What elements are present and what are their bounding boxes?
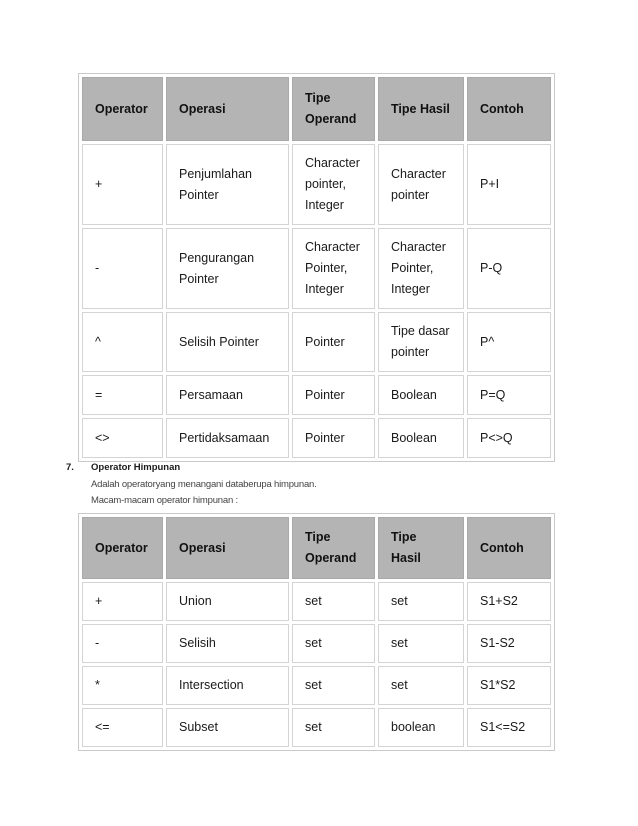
- cell-text-line: Tipe dasar: [391, 324, 450, 338]
- cell-contoh: [467, 144, 551, 225]
- table-header-row: [82, 517, 551, 579]
- cell-text-line: *: [95, 678, 100, 692]
- cell-operasi: [166, 666, 289, 705]
- cell-text-line: Contoh: [480, 101, 524, 116]
- cell-text-line: pointer,: [305, 177, 347, 191]
- cell-text-line: set: [305, 636, 322, 650]
- cell-text-line: -: [95, 636, 100, 650]
- cell-text-line: Character: [391, 166, 446, 181]
- cell-text-line: set: [305, 678, 322, 692]
- cell-operator: [82, 582, 163, 621]
- cell-text-line: Contoh: [480, 540, 524, 555]
- cell-tipe-operand: [292, 312, 375, 372]
- header-contoh: [467, 517, 551, 579]
- cell-tipe-operand: [292, 582, 375, 621]
- cell-text-line: <>: [95, 430, 110, 445]
- cell-operasi: [166, 375, 289, 415]
- cell-text-line: set: [305, 594, 322, 608]
- cell-operator: [82, 624, 163, 663]
- cell-text-line: Pointer: [179, 187, 219, 202]
- cell-operasi: [166, 582, 289, 621]
- cell-contoh: [467, 582, 551, 621]
- cell-text-line: boolean: [391, 720, 436, 734]
- cell-text-line: Pointer,: [391, 261, 434, 275]
- header-tipe-operand: [292, 517, 375, 579]
- cell-tipe-hasil: [378, 375, 464, 415]
- header-tipe-hasil: [378, 517, 464, 579]
- cell-text-line: Operasi: [179, 540, 226, 555]
- cell-tipe-hasil: [378, 312, 464, 372]
- cell-tipe-hasil: [378, 418, 464, 458]
- cell-text-line: <=: [95, 720, 110, 734]
- cell-operator: [82, 228, 163, 309]
- cell-text-line: Penjumlahan: [179, 166, 252, 181]
- table-row: [82, 144, 551, 225]
- cell-text-line: Selisih: [179, 636, 216, 650]
- cell-tipe-operand: [292, 624, 375, 663]
- cell-text-line: P-Q: [480, 261, 503, 275]
- cell-text-line: S1*S2: [480, 678, 516, 692]
- cell-text-line: set: [391, 678, 408, 692]
- table-row: [82, 418, 551, 458]
- cell-tipe-operand: [292, 666, 375, 705]
- cell-contoh: [467, 228, 551, 309]
- cell-text-line: Pointer: [305, 430, 345, 445]
- header-operator: [82, 77, 163, 141]
- cell-text-line: Tipe: [305, 91, 331, 105]
- cell-text-line: =: [95, 387, 103, 402]
- cell-text-line: Union: [179, 594, 212, 608]
- cell-contoh: [467, 418, 551, 458]
- cell-text-line: Operand: [305, 551, 357, 565]
- cell-text-line: Boolean: [391, 387, 437, 402]
- table-header-row: [82, 77, 551, 141]
- header-operasi: [166, 77, 289, 141]
- cell-tipe-hasil: [378, 582, 464, 621]
- cell-operator: [82, 418, 163, 458]
- cell-operasi: [166, 228, 289, 309]
- pointer-operator-table: [78, 73, 555, 462]
- table-row: [82, 582, 551, 621]
- cell-text-line: Operasi: [179, 101, 226, 116]
- cell-text-line: Tipe Hasil: [391, 101, 450, 116]
- cell-text-line: pointer: [391, 187, 430, 202]
- cell-text-line: Persamaan: [179, 387, 243, 402]
- cell-tipe-operand: [292, 418, 375, 458]
- table-row: [82, 228, 551, 309]
- cell-text-line: Operand: [305, 112, 357, 126]
- cell-text-line: +: [95, 177, 103, 191]
- cell-text-line: -: [95, 261, 100, 275]
- header-operasi: [166, 517, 289, 579]
- cell-operasi: [166, 144, 289, 225]
- cell-text-line: Hasil: [391, 551, 421, 565]
- cell-operator: [82, 708, 163, 747]
- cell-text-line: Boolean: [391, 430, 437, 445]
- cell-tipe-operand: [292, 375, 375, 415]
- cell-text-line: Pengurangan: [179, 250, 255, 265]
- cell-operasi: [166, 708, 289, 747]
- cell-text-line: P^: [480, 334, 495, 349]
- cell-contoh: [467, 312, 551, 372]
- section-number: 7.: [66, 462, 74, 473]
- header-tipe-operand: [292, 77, 375, 141]
- cell-contoh: [467, 624, 551, 663]
- cell-operasi: [166, 312, 289, 372]
- cell-operator: [82, 666, 163, 705]
- cell-text-line: Operator: [95, 101, 148, 116]
- set-operator-table: [78, 513, 555, 751]
- cell-text-line: S1-S2: [480, 636, 515, 650]
- cell-text-line: S1+S2: [480, 594, 518, 608]
- cell-tipe-hasil: [378, 624, 464, 663]
- cell-operasi: [166, 418, 289, 458]
- cell-tipe-hasil: [378, 144, 464, 225]
- table-row: [82, 624, 551, 663]
- cell-text-line: Integer: [305, 198, 344, 212]
- cell-text-line: Selisih Pointer: [179, 334, 259, 349]
- table-row: [82, 312, 551, 372]
- cell-text-line: +: [95, 594, 103, 608]
- cell-tipe-operand: [292, 228, 375, 309]
- cell-tipe-operand: [292, 708, 375, 747]
- cell-operasi: [166, 624, 289, 663]
- cell-operator: [82, 144, 163, 225]
- header-contoh: [467, 77, 551, 141]
- cell-tipe-hasil: [378, 228, 464, 309]
- section-subtitle: Macam-macam operator himpunan :: [91, 495, 238, 506]
- section-description: Adalah operatoryang menangani databerupa himpunan.: [91, 479, 317, 490]
- header-operator: [82, 517, 163, 579]
- cell-text-line: S1<=S2: [480, 720, 526, 734]
- cell-text-line: Intersection: [179, 678, 244, 692]
- cell-text-line: Pointer: [305, 387, 345, 402]
- cell-text-line: Subset: [179, 720, 218, 734]
- table-row: [82, 666, 551, 705]
- cell-text-line: Pertidaksamaan: [179, 430, 270, 445]
- cell-text-line: set: [305, 720, 322, 734]
- cell-text-line: P<>Q: [480, 430, 513, 445]
- cell-text-line: ^: [95, 334, 101, 349]
- section-title: Operator Himpunan: [91, 462, 181, 473]
- cell-text-line: Tipe: [391, 530, 417, 544]
- cell-text-line: P+I: [480, 177, 500, 191]
- cell-text-line: Integer: [391, 282, 430, 296]
- cell-contoh: [467, 708, 551, 747]
- cell-text-line: set: [391, 594, 408, 608]
- cell-text-line: Character: [305, 240, 360, 254]
- cell-text-line: Character: [391, 240, 446, 254]
- cell-text-line: Pointer: [179, 271, 219, 286]
- cell-operator: [82, 375, 163, 415]
- cell-text-line: Character: [305, 156, 360, 170]
- cell-tipe-operand: [292, 144, 375, 225]
- cell-tipe-hasil: [378, 708, 464, 747]
- cell-text-line: Pointer,: [305, 261, 348, 275]
- cell-text-line: set: [391, 636, 408, 650]
- cell-text-line: Tipe: [305, 530, 331, 544]
- cell-operator: [82, 312, 163, 372]
- header-tipe-hasil: [378, 77, 464, 141]
- table-row: [82, 375, 551, 415]
- cell-contoh: [467, 666, 551, 705]
- cell-text-line: Operator: [95, 540, 148, 555]
- cell-text-line: P=Q: [480, 387, 506, 402]
- cell-text-line: pointer: [391, 345, 430, 359]
- cell-text-line: Integer: [305, 282, 344, 296]
- cell-contoh: [467, 375, 551, 415]
- cell-tipe-hasil: [378, 666, 464, 705]
- cell-text-line: Pointer: [305, 334, 345, 349]
- table-row: [82, 708, 551, 747]
